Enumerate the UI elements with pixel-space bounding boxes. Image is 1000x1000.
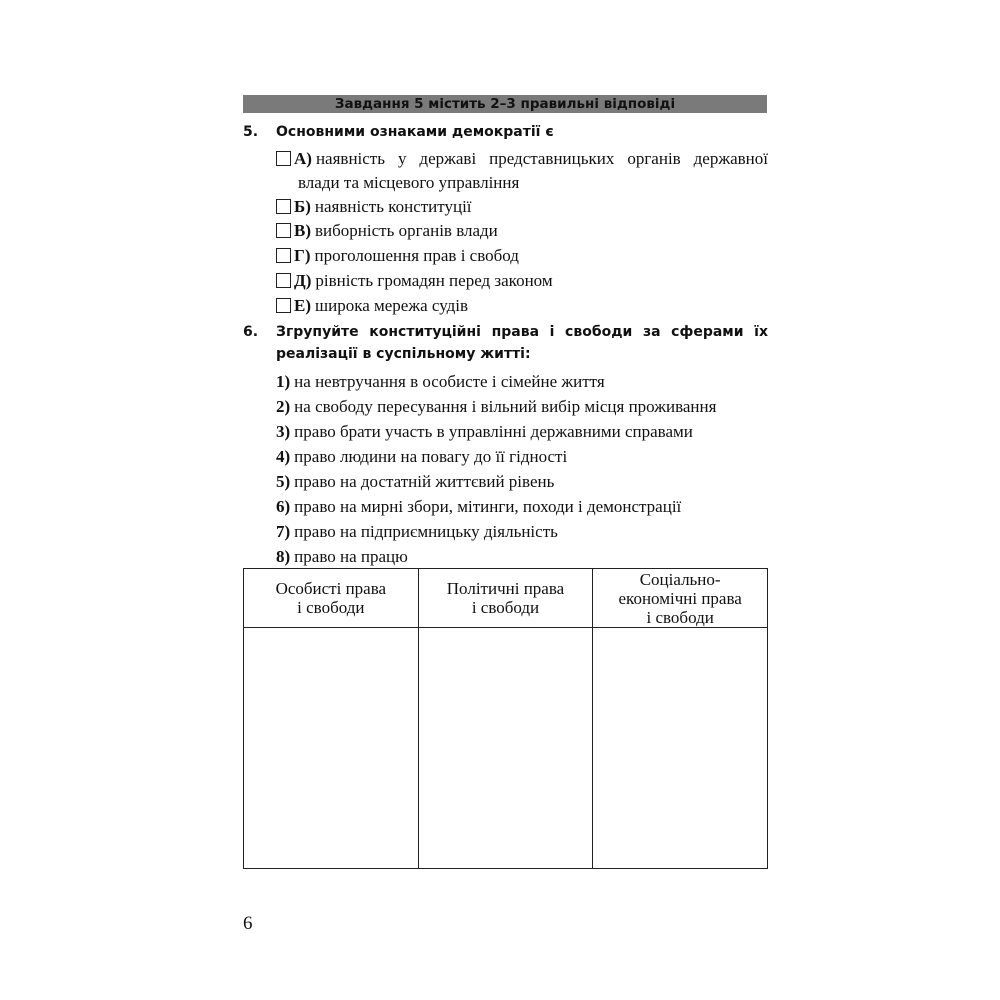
list-item-number: 7) (276, 522, 291, 541)
column-header-line: і свободи (471, 598, 540, 617)
answer-table (243, 568, 768, 869)
column-header-line: і свободи (646, 607, 714, 627)
option-v-checkbox[interactable] (276, 223, 291, 238)
option-e-text: широка мережа судів (315, 296, 469, 315)
answer-cell-personal[interactable] (244, 628, 419, 869)
task-instruction-banner: Завдання 5 містить 2–3 правильні відповіді (243, 95, 767, 113)
option-v (276, 219, 768, 243)
list-item-text: право на працю (294, 547, 408, 566)
option-e-letter: Е) (294, 296, 311, 315)
column-header-socio-economic-rights (593, 569, 768, 628)
table-answer-row (244, 628, 768, 869)
list-item-number: 2) (276, 397, 291, 416)
list-item-number: 4) (276, 447, 291, 466)
list-item-number: 1) (276, 372, 291, 391)
column-header-line: Соціально- (639, 569, 721, 589)
list-item-text: право на підприємницьку діяльність (294, 522, 558, 541)
list-item (276, 495, 768, 519)
option-a (276, 147, 768, 195)
column-header-line: Політичні права (446, 579, 565, 598)
question-6-number: 6. (243, 324, 259, 340)
option-b (276, 195, 768, 219)
option-v-text: виборність органів влади (315, 221, 498, 240)
list-item-number: 6) (276, 497, 291, 516)
option-d-text: рівність громадян перед законом (315, 271, 553, 290)
option-e-checkbox[interactable] (276, 298, 291, 313)
option-g-letter: Г) (294, 246, 311, 265)
question-6-text: Згрупуйте конституційні права і свободи за сферами їх реалізації в суспільному житті: (276, 324, 768, 362)
option-d-checkbox[interactable] (276, 273, 291, 288)
list-item-text: право брати участь в управлінні державними справами (294, 422, 693, 441)
option-g-checkbox[interactable] (276, 248, 291, 263)
list-item-number: 3) (276, 422, 291, 441)
list-item (276, 370, 768, 394)
page-number: 6 (243, 913, 253, 934)
list-item (276, 470, 768, 494)
option-b-checkbox[interactable] (276, 199, 291, 214)
option-g (276, 244, 768, 268)
option-b-text: наявність конституції (314, 197, 472, 216)
column-header-personal-rights (244, 569, 419, 628)
list-item (276, 520, 768, 544)
column-header-line: Особисті права (275, 579, 387, 598)
list-item-text: право людини на повагу до її гідності (294, 447, 568, 466)
list-item (276, 545, 768, 569)
list-item-number: 5) (276, 472, 291, 491)
option-b-letter: Б) (294, 197, 311, 216)
list-item (276, 395, 768, 419)
answer-cell-political[interactable] (418, 628, 593, 869)
option-g-text: проголошення прав і свобод (314, 246, 519, 265)
list-item (276, 445, 768, 469)
question-5-number: 5. (243, 124, 259, 140)
column-header-line: і свободи (297, 598, 365, 617)
option-d-letter: Д) (294, 271, 312, 290)
option-d (276, 269, 768, 293)
table-header-row (244, 569, 768, 628)
column-header-political-rights (418, 569, 593, 628)
option-e (276, 294, 768, 318)
column-header-line: економічні права (618, 588, 742, 608)
list-item-text: право на достатній життєвий рівень (294, 472, 555, 491)
option-a-text: наявність у державі представницьких органів державної влади та місцевого управління (298, 149, 768, 192)
option-a-checkbox[interactable] (276, 151, 291, 166)
list-item-text: на свободу пересування і вільний вибір місця проживання (294, 397, 717, 416)
option-a-letter: А) (294, 149, 312, 168)
list-item-text: право на мирні збори, мітинги, походи і демонстрації (294, 497, 682, 516)
list-item-number: 8) (276, 547, 291, 566)
list-item-text: на невтручання в особисте і сімейне життя (294, 372, 605, 391)
list-item (276, 420, 768, 444)
option-v-letter: В) (294, 221, 311, 240)
question-5-text: Основними ознаками демократії є (276, 124, 554, 140)
answer-cell-socio-economic[interactable] (593, 628, 768, 869)
